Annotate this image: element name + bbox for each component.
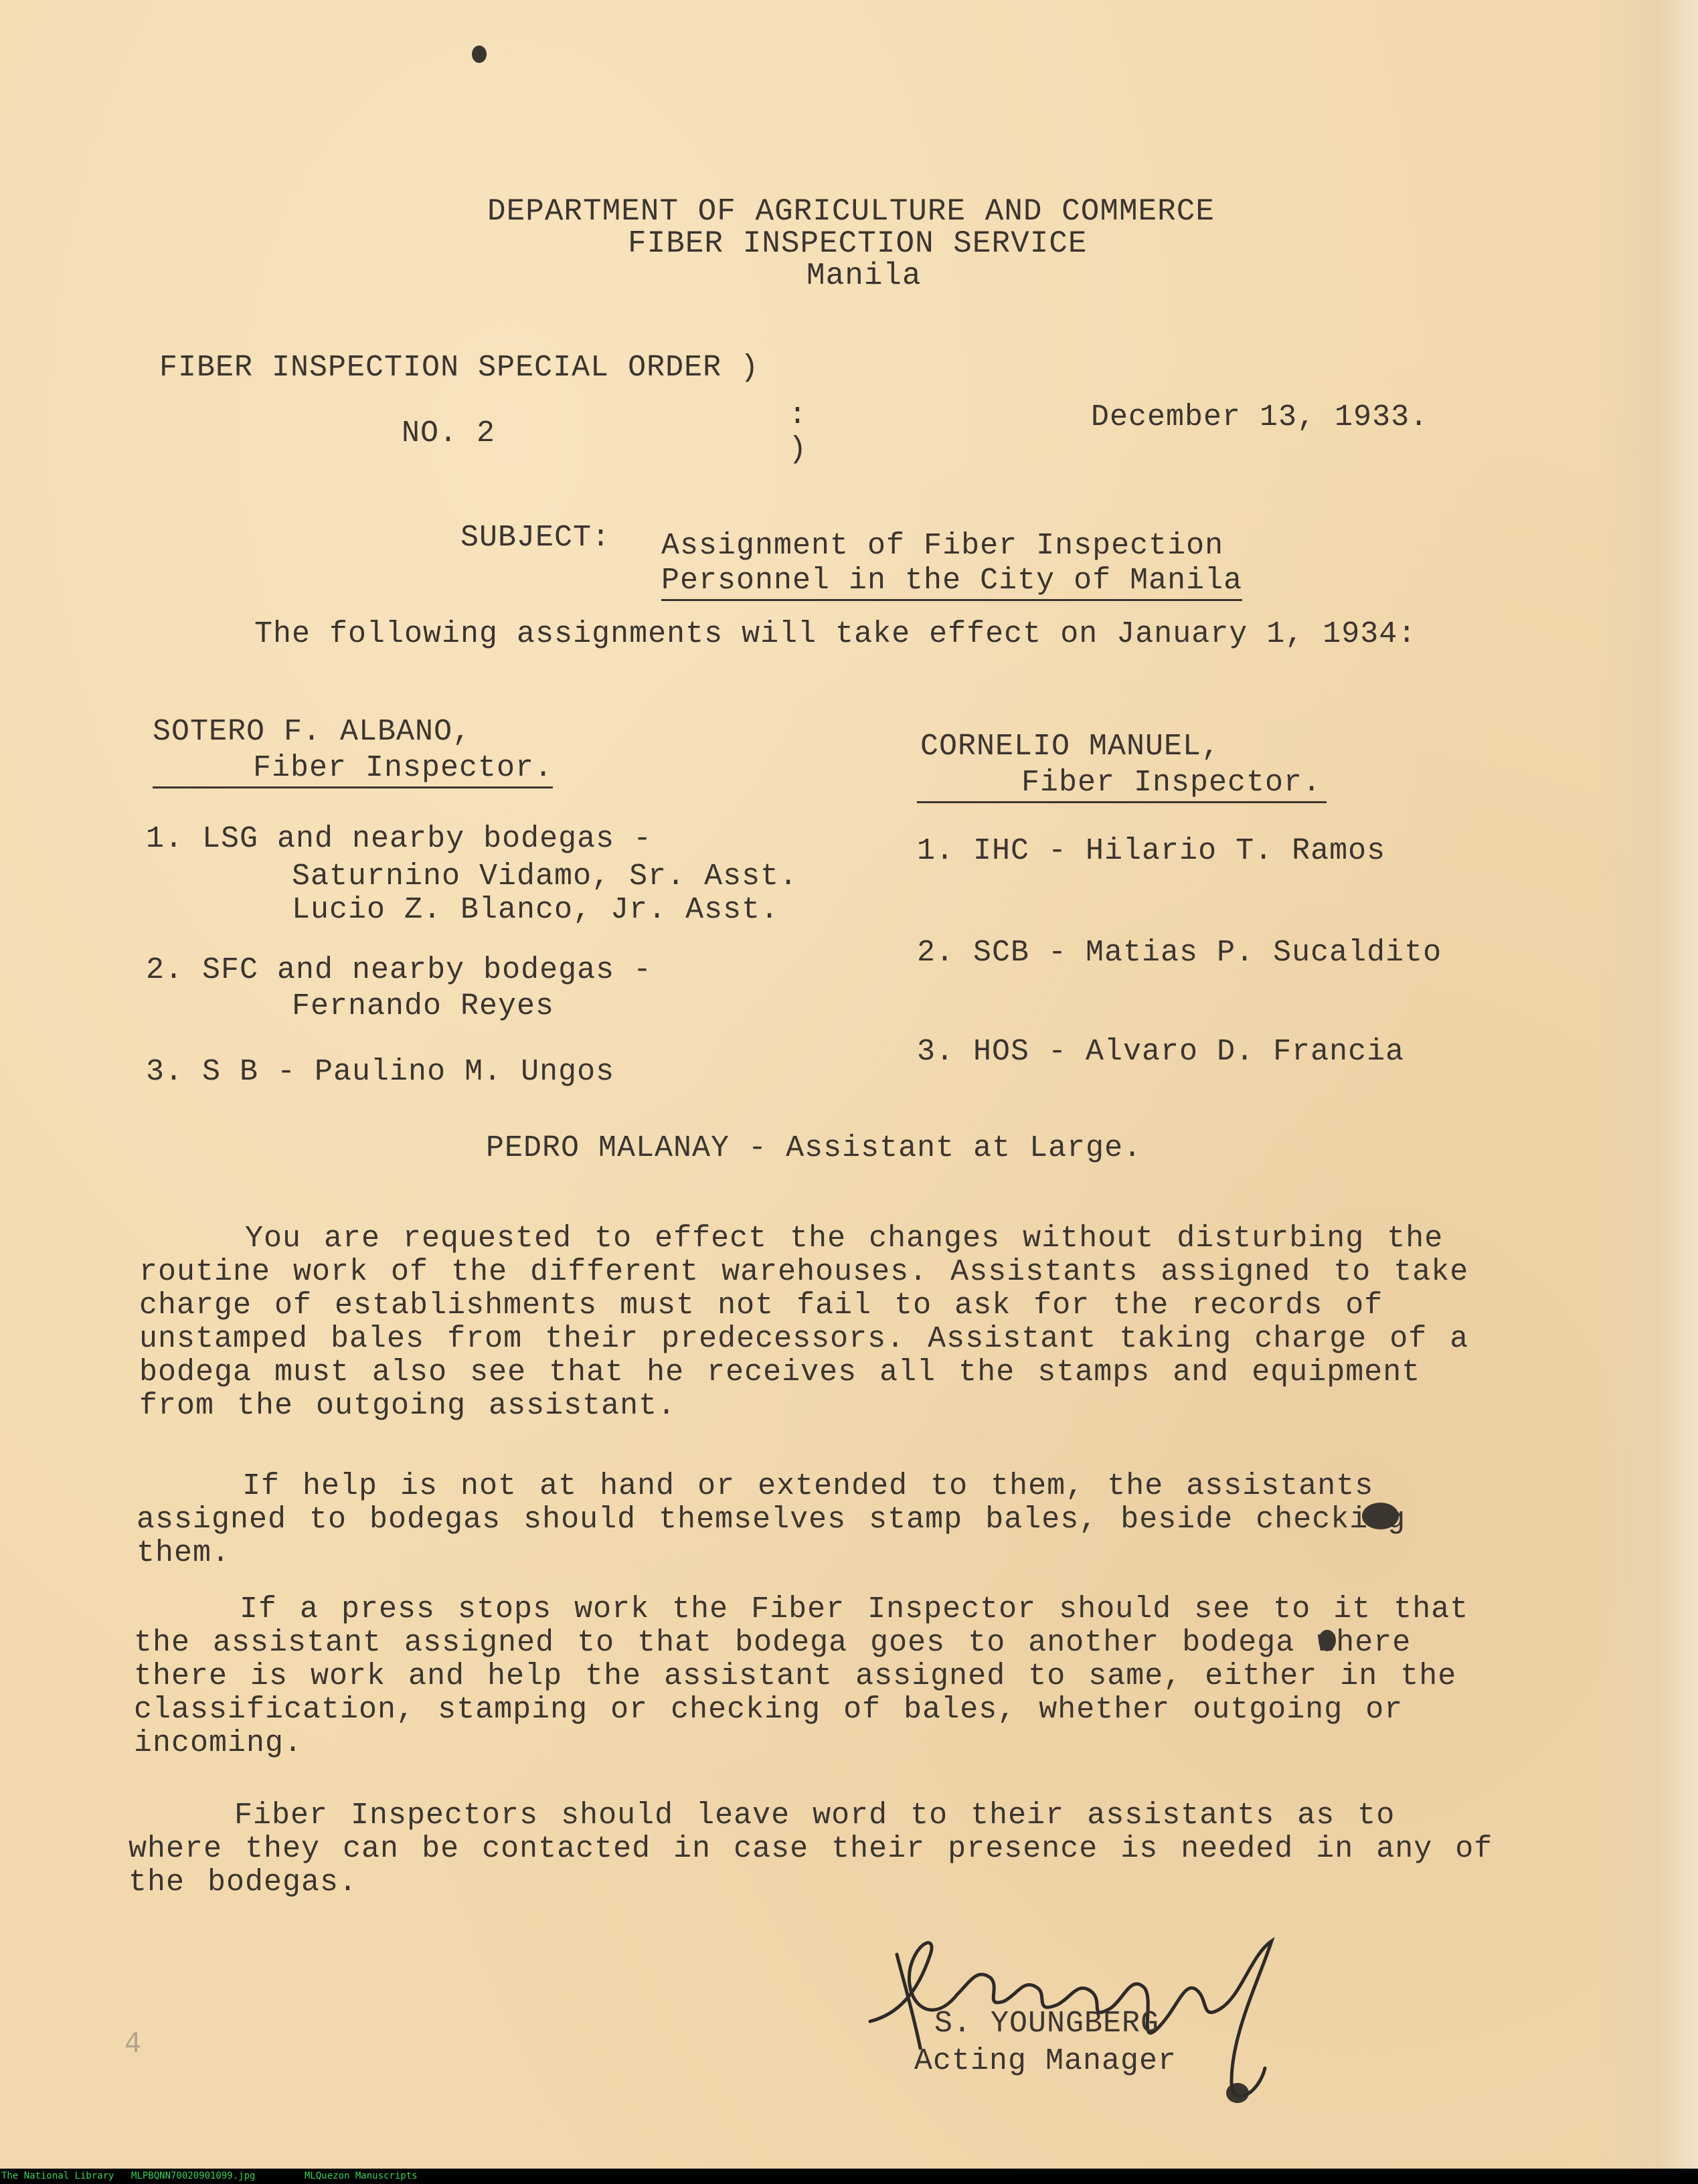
left-item-1-line-3: Lucio Z. Blanco, Jr. Asst. — [292, 893, 780, 927]
signatory-title: Acting Manager — [914, 2044, 1177, 2078]
footer-library: The National Library — [1, 2171, 114, 2181]
paragraph-2: If help is not at hand or extended to them, the assistants assigned to bodegas should themselves stamp bales, beside checking them. — [137, 1469, 1406, 1570]
assistant-at-large: PEDRO MALANAY - Assistant at Large. — [486, 1131, 1142, 1165]
subject-label: SUBJECT: — [460, 521, 611, 555]
page-number: 4 — [124, 2028, 142, 2059]
paper-edge — [1598, 0, 1698, 2169]
footer-collection: MLQuezon Manuscripts — [305, 2171, 418, 2181]
left-inspector-name: SOTERO F. ALBANO, — [153, 715, 472, 749]
right-inspector-title — [917, 766, 1327, 803]
left-item-3: 3. S B - Paulino M. Ungos — [146, 1055, 615, 1089]
paragraph-1: You are requested to effect the changes without disturbing the routine work of the different warehouses. Assistants assigned to take charge of establishments must not fail to ask for the records of unstamped bales from their predecessors. Assistant taking charge of a bodega must also see that he receives all the stamps and equipment from the outgoing assistant. — [139, 1222, 1469, 1423]
left-item-1-line-2: Saturnino Vidamo, Sr. Asst. — [292, 859, 798, 894]
paragraph-3: If a press stops work the Fiber Inspector should see to it that the assistant assigned to that bodega goes to another bodega where there is work and help the assistant assigned to same, either in the classification, stamping or checking of bales, whether outgoing or incoming. — [134, 1592, 1469, 1760]
right-item-3: 3. HOS - Alvaro D. Francia — [917, 1035, 1405, 1069]
left-inspector-title-text: Fiber Inspector. — [253, 751, 554, 785]
order-number: NO. 2 — [402, 416, 496, 450]
left-item-1-line-1: 1. LSG and nearby bodegas - — [146, 822, 653, 856]
subject-line-2: Personnel in the City of Manila — [661, 564, 1242, 601]
left-item-2-line-2: Fernando Reyes — [292, 989, 555, 1023]
order-bracket: : ) — [788, 398, 808, 467]
signatory-name: S. YOUNGBERG — [934, 2007, 1160, 2041]
subject-line-1: Assignment of Fiber Inspection — [661, 529, 1224, 563]
right-inspector-title-text: Fiber Inspector. — [1021, 766, 1322, 800]
archive-footer — [0, 2169, 1698, 2184]
footer-file: MLPBQNN70020901099.jpg — [131, 2171, 256, 2181]
intro-text: The following assignments will take effect on January 1, 1934: — [254, 617, 1417, 651]
header-department: DEPARTMENT OF AGRICULTURE AND COMMERCE — [487, 194, 1215, 229]
header-service: FIBER INSPECTION SERVICE — [628, 226, 1088, 261]
order-date: December 13, 1933. — [1091, 400, 1429, 434]
header-city: Manila — [806, 258, 922, 293]
right-item-1: 1. IHC - Hilario T. Ramos — [917, 834, 1386, 868]
right-item-2: 2. SCB - Matias P. Sucaldito — [917, 936, 1442, 970]
left-inspector-title — [153, 751, 553, 788]
left-item-2-line-1: 2. SFC and nearby bodegas - — [146, 953, 653, 987]
paragraph-4: Fiber Inspectors should leave word to their assistants as to where they can be contacted in case their presence is needed in any of the bodegas. — [129, 1798, 1493, 1900]
ink-speck — [472, 46, 487, 63]
order-title: FIBER INSPECTION SPECIAL ORDER ) — [159, 351, 760, 385]
right-inspector-name: CORNELIO MANUEL, — [920, 730, 1221, 764]
